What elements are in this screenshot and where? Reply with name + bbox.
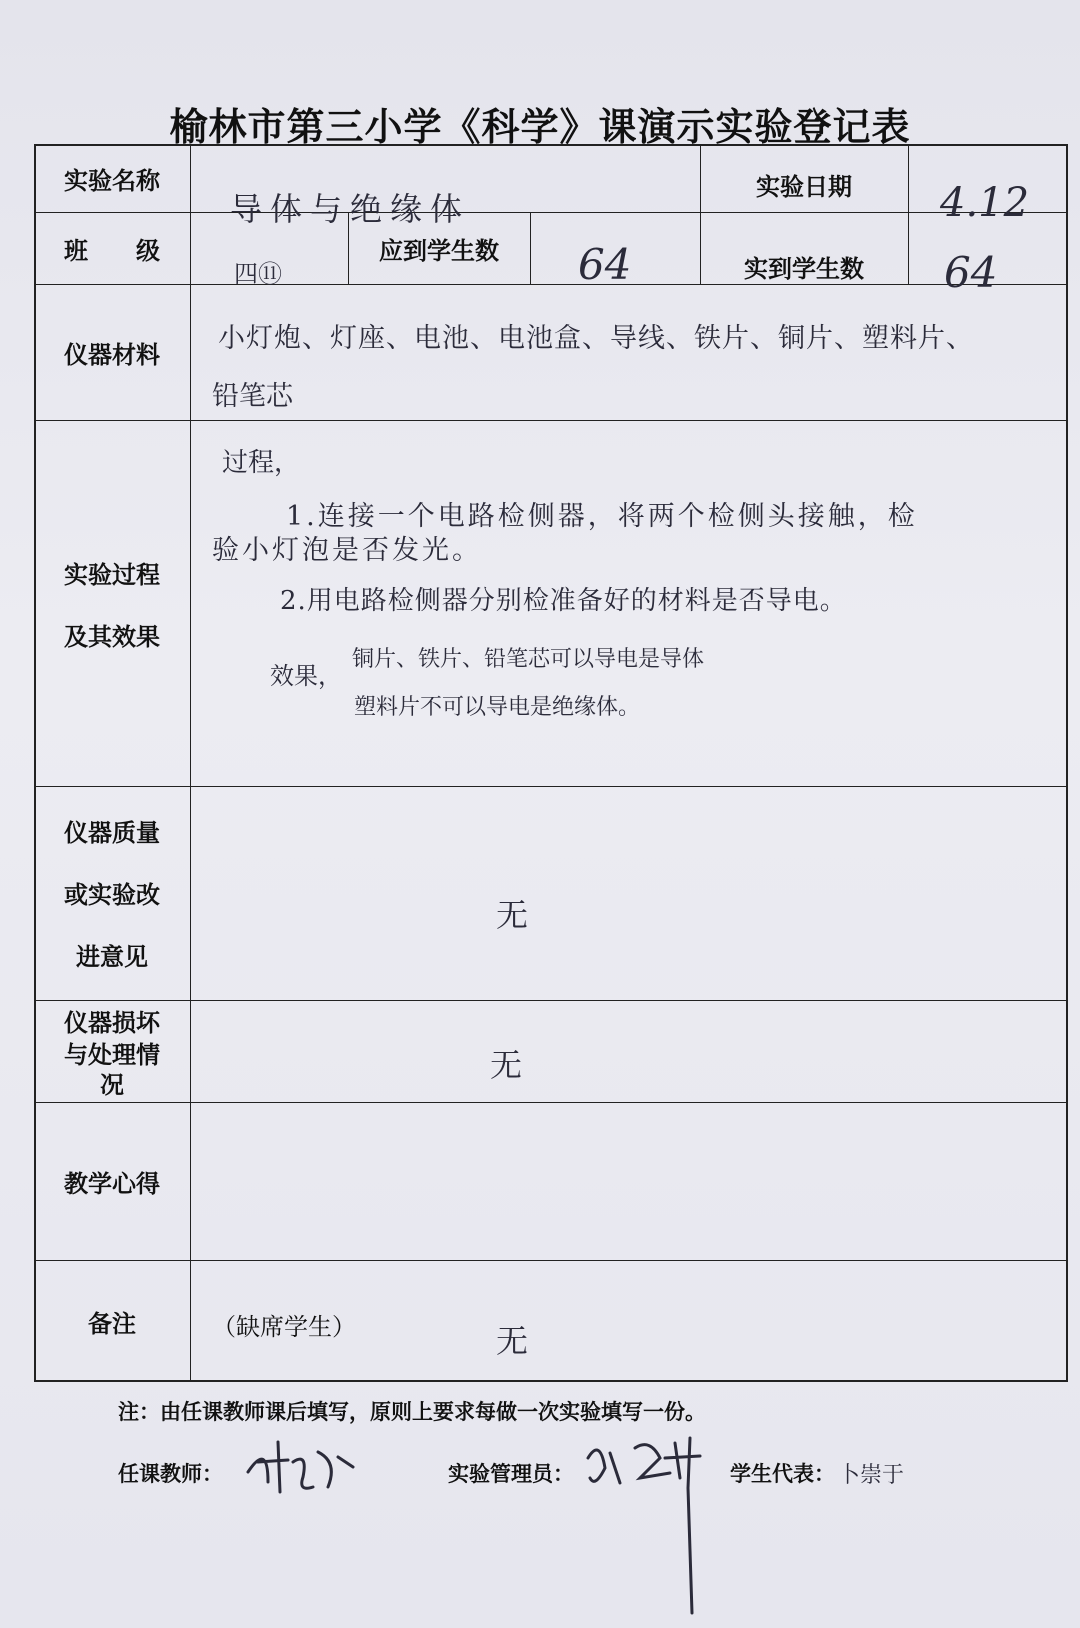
quality-value: 无	[496, 896, 529, 934]
class-value: 四⑪	[234, 260, 282, 288]
quality-label-line1: 仪器质量	[64, 818, 160, 847]
damage-label-line2: 与处理情	[64, 1040, 160, 1069]
actual-students-label: 实到学生数	[744, 254, 864, 283]
absent-value: 无	[496, 1322, 529, 1360]
effect-line1: 铜片、铁片、铅笔芯可以导电是导体	[352, 647, 705, 672]
damage-label-line1: 仪器损坏	[64, 1008, 160, 1037]
experiment-name-label: 实验名称	[64, 166, 160, 195]
admin-label: 实验管理员：	[448, 1462, 574, 1486]
experiment-name-value: 导体与绝缘体	[230, 190, 471, 228]
column-divider	[908, 144, 909, 284]
column-divider	[190, 144, 191, 1382]
class-label: 班 级	[64, 236, 160, 265]
admin-signature	[580, 1428, 740, 1618]
actual-students-value: 64	[944, 248, 998, 297]
effect-line2: 塑料片不可以导电是绝缘体。	[354, 695, 641, 720]
process-label-line1: 实验过程	[64, 560, 160, 589]
teaching-label: 教学心得	[64, 1169, 160, 1198]
expected-students-label: 应到学生数	[379, 236, 499, 265]
process-heading: 过程，	[222, 448, 301, 478]
experiment-date-value: 4.12	[940, 180, 1030, 226]
experiment-date-label: 实验日期	[756, 172, 852, 201]
form-title: 榆林市第三小学《科学》课演示实验登记表	[169, 105, 911, 149]
expected-students-value: 64	[578, 240, 632, 289]
student-signature: 卜崇于	[838, 1463, 905, 1488]
process-step1-a: 1.连接一个电路检侧器，将两个检侧头接触，检	[286, 501, 918, 532]
absent-label: （缺席学生）	[212, 1312, 356, 1341]
remarks-label: 备注	[88, 1309, 136, 1338]
process-step2: 2.用电路检侧器分别检准备好的材料是否导电。	[280, 586, 847, 616]
quality-label-line2: 或实验改	[64, 880, 160, 909]
teacher-label: 任课教师：	[118, 1462, 223, 1486]
quality-label-line3: 进意见	[76, 942, 148, 971]
column-divider	[530, 212, 531, 284]
damage-label-line3: 况	[100, 1070, 124, 1099]
materials-label: 仪器材料	[64, 340, 160, 369]
process-label-line2: 及其效果	[64, 622, 160, 651]
student-label: 学生代表：	[730, 1462, 835, 1486]
damage-value: 无	[490, 1046, 523, 1084]
process-step1-b: 验小灯泡是否发光。	[212, 535, 482, 566]
footer-note: 注：由任课教师课后填写，原则上要求每做一次实验填写一份。	[118, 1400, 706, 1424]
effect-label: 效果，	[270, 662, 342, 690]
materials-line1: 小灯炮、灯座、电池、电池盒、导线、铁片、铜片、塑料片、	[218, 323, 974, 354]
teacher-signature	[238, 1432, 358, 1502]
materials-line2: 铅笔芯	[212, 381, 293, 412]
